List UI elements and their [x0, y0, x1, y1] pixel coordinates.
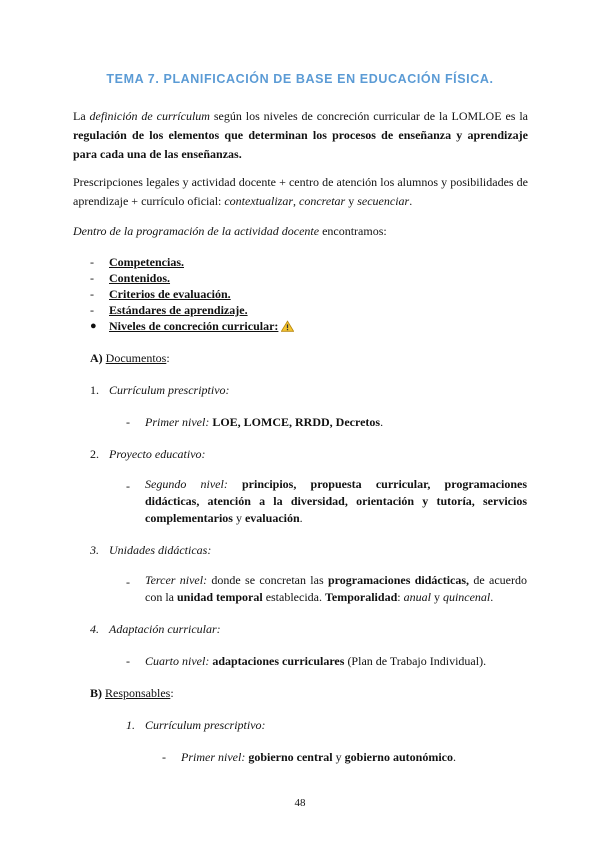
- item-title: Proyecto educativo:: [109, 447, 206, 461]
- bullet-marker: ●: [90, 320, 97, 332]
- text-span: Dentro de la programación de la actividad docente: [73, 224, 320, 238]
- text-span: Prescripciones legales y actividad docente + centro de atención los alumnos y posibilidades de aprendizaje + currículo oficial:: [73, 175, 528, 208]
- dash-marker: -: [126, 654, 130, 668]
- sub-item-content: [145, 414, 383, 430]
- list-item-label: Estándares de aprendizaje.: [109, 303, 248, 317]
- text-span: .: [409, 194, 413, 208]
- list-item-label: Niveles de concreción curricular:: [109, 319, 279, 333]
- dash-marker: -: [126, 415, 130, 429]
- text-span: quincenal: [442, 590, 491, 604]
- text-span: .: [380, 415, 384, 429]
- list-item-content: [109, 318, 294, 334]
- item-title: Unidades didácticas:: [109, 543, 212, 557]
- text-span: encontramos:: [319, 224, 387, 238]
- dash-marker: -: [90, 303, 94, 317]
- text-span: :: [166, 351, 170, 365]
- text-span: y: [332, 750, 345, 764]
- text-span: gobierno autonómico: [344, 750, 453, 764]
- item-title: Adaptación curricular:: [109, 622, 221, 636]
- text-span: y: [430, 590, 443, 604]
- text-span: :: [170, 686, 174, 700]
- dash-marker: -: [90, 255, 94, 269]
- section-a-heading: [90, 350, 170, 366]
- programming-intro: [73, 223, 387, 239]
- text-span: .: [299, 511, 303, 525]
- text-span: Segundo nivel:: [145, 477, 242, 491]
- text-span: Primer nivel:: [181, 750, 249, 764]
- dash-marker: -: [90, 287, 94, 301]
- item-number: 3.: [90, 543, 99, 557]
- text-span: y: [232, 511, 245, 525]
- section-label: B): [90, 686, 102, 700]
- text-span: Cuarto nivel:: [145, 654, 213, 668]
- section-label: A): [90, 351, 103, 365]
- text-span: de acuerdo con la: [145, 573, 527, 604]
- section-title: Documentos: [105, 351, 167, 365]
- sub-item-content: [145, 653, 486, 669]
- item-number: 4.: [90, 622, 99, 636]
- sub-item-content: [145, 572, 527, 606]
- text-span: definición de currículum: [89, 109, 210, 123]
- text-span: secuenciar: [357, 194, 410, 208]
- text-span: Tercer nivel:: [145, 573, 208, 587]
- dash-marker: -: [90, 271, 94, 285]
- text-span: :: [397, 590, 404, 604]
- text-span: y: [345, 194, 358, 208]
- page-number: 48: [294, 797, 306, 809]
- text-span: La: [73, 109, 90, 123]
- text-span: donde se concretan las: [207, 573, 328, 587]
- text-span: unidad temporal: [177, 590, 263, 604]
- text-span: ,: [293, 194, 300, 208]
- prescriptions-paragraph: [73, 173, 528, 211]
- text-span: evaluación: [244, 511, 300, 525]
- item-number: 1.: [126, 718, 135, 732]
- list-item-label: Criterios de evaluación.: [109, 287, 231, 301]
- text-span: gobierno central: [248, 750, 333, 764]
- list-item-label: Competencias.: [109, 255, 184, 269]
- text-span: programaciones didácticas,: [327, 573, 470, 587]
- text-span: concretar: [299, 194, 346, 208]
- text-span: establecida.: [262, 590, 325, 604]
- sub-item-content: [181, 749, 456, 765]
- sub-item-content: [145, 476, 527, 527]
- dash-marker: -: [126, 575, 130, 589]
- text-span: principios, propuesta curricular, programaciones didácticas, atención a la diversidad, orientación y tutoría, servicios complementarios: [145, 477, 527, 525]
- text-span: .: [452, 750, 456, 764]
- text-span: .: [490, 590, 494, 604]
- list-item-label: Contenidos.: [109, 271, 171, 285]
- section-title: Responsables: [105, 686, 171, 700]
- text-span: según los niveles de concreción curricular de la LOMLOE es la: [209, 109, 528, 123]
- text-span: regulación de los elementos que determinan los procesos de enseñanza y aprendizaje para cada una de las enseñanzas.: [73, 128, 528, 161]
- item-title: Currículum prescriptivo:: [145, 718, 266, 732]
- text-span: adaptaciones curriculares: [212, 654, 345, 668]
- item-number: 2.: [90, 447, 99, 461]
- text-span: (Plan de Trabajo Individual).: [344, 654, 487, 668]
- text-span: Temporalidad: [325, 590, 398, 604]
- text-span: anual: [403, 590, 431, 604]
- warning-sign-icon: [281, 320, 294, 332]
- page-title: TEMA 7. PLANIFICACIÓN DE BASE EN EDUCACIÓN FÍSICA.: [106, 72, 494, 86]
- text-span: contextualizar: [224, 194, 294, 208]
- dash-marker: -: [162, 750, 166, 764]
- dash-marker: -: [126, 479, 130, 493]
- text-span: LOE, LOMCE, RRDD, Decretos: [212, 415, 381, 429]
- section-b-heading: [90, 685, 174, 701]
- text-span: Primer nivel:: [145, 415, 213, 429]
- item-number: 1.: [90, 383, 99, 397]
- definition-paragraph: [73, 107, 528, 164]
- item-title: Currículum prescriptivo:: [109, 383, 230, 397]
